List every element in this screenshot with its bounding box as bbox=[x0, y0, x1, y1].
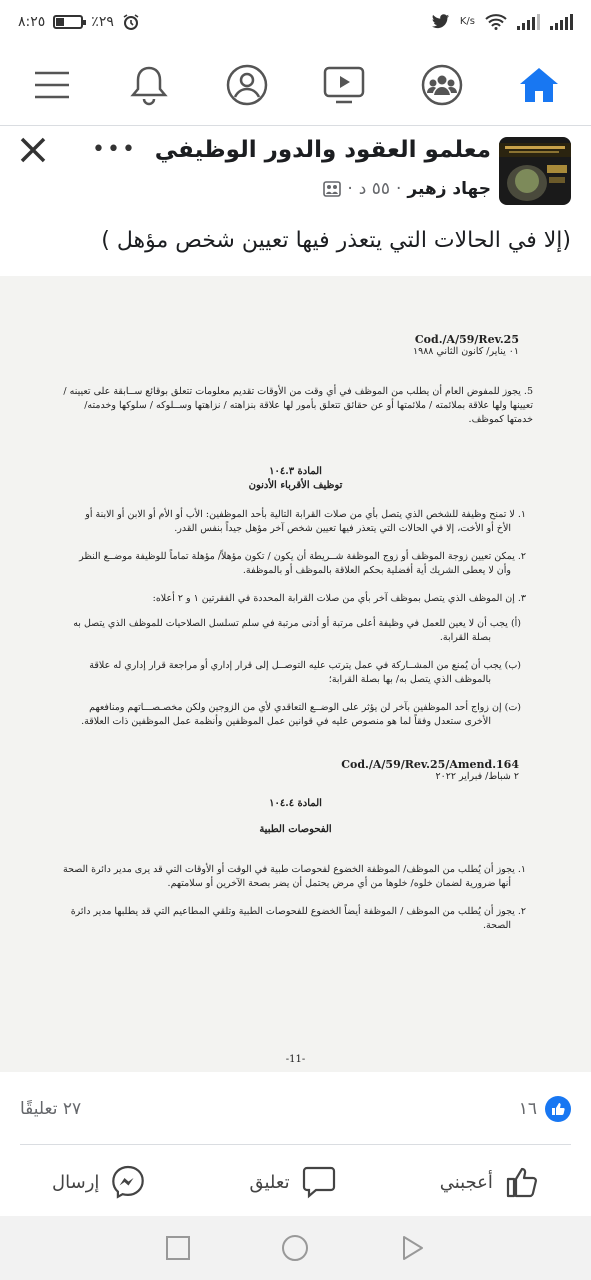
likes-count: ١٦ bbox=[518, 1099, 537, 1119]
android-nav-bar bbox=[0, 1216, 591, 1280]
doc-a1-p2-line2: وأن لا يعطى الشريك أية أفضلية بحكم العلاقة بالموظف أو بالموظفة. bbox=[242, 565, 511, 576]
notifications-icon[interactable] bbox=[125, 61, 173, 109]
doc-article1-title: توظيف الأقرباء الأدنون bbox=[248, 480, 343, 491]
status-left bbox=[18, 13, 140, 31]
home-icon[interactable] bbox=[515, 61, 563, 109]
alarm-icon bbox=[122, 13, 140, 31]
doc-para5-line2: تعيينها ولها علاقة بملائمته / ملائمتها أو عن حقائق تتعلق بأمور لها علاقة بنزاهته / نزاهتها وســلوكه / سلوكها وخدمته/ bbox=[84, 400, 533, 411]
document-image[interactable] bbox=[0, 276, 591, 1072]
doc-a1-pa-line2: بصلة القرابة. bbox=[439, 632, 491, 643]
comment-label: تعليق bbox=[249, 1171, 290, 1193]
status-right bbox=[432, 14, 573, 30]
comment-icon bbox=[302, 1165, 336, 1199]
group-name[interactable]: معلمو العقود والدور الوظيفي bbox=[154, 137, 491, 163]
home-nav-icon[interactable] bbox=[281, 1234, 309, 1262]
doc-para5-line3: خدمتها كموظف. bbox=[468, 414, 533, 425]
groups-icon[interactable] bbox=[418, 61, 466, 109]
comment-button[interactable] bbox=[249, 1165, 335, 1199]
divider bbox=[20, 1144, 571, 1145]
signal-icon bbox=[517, 14, 540, 30]
group-avatar[interactable] bbox=[499, 137, 571, 205]
status-bar bbox=[0, 0, 591, 44]
likes-summary[interactable] bbox=[519, 1096, 571, 1122]
doc-a2-p2-line2: الصحة. bbox=[482, 920, 511, 931]
doc-a1-p3: ٣. إن الموظف الذي يتصل بموظف آخر بأي من صلات القرابة المحددة في الفقرتين ١ و ٢ أعلاه: bbox=[152, 593, 526, 604]
author-name[interactable]: جهاد زهير bbox=[407, 179, 491, 199]
recents-icon[interactable] bbox=[165, 1235, 191, 1261]
reactions-summary bbox=[0, 1086, 591, 1132]
post-actions bbox=[0, 1150, 591, 1214]
top-nav-bar bbox=[0, 44, 591, 126]
post-meta bbox=[323, 179, 491, 199]
doc-a1-pb-line2: بالموظف الذي يتصل به/ بها بصلة القرابة؛ bbox=[328, 674, 491, 685]
doc-article2-title: الفحوصات الطبية bbox=[259, 824, 332, 835]
doc-a1-pb-line1: (ب) يجب أن يُمنع من المشــاركة في عمل يترتب عليه التوصــل إلى قرار إداري أو مراجعة قرار إداري له علاقة bbox=[89, 660, 521, 671]
doc-a2-p1-line1: ١. يجوز أن يُطلب من الموظف/ الموظفة الخضوع لفحوصات طبية في الوقت أو الأوقات التي قد يرى مدير دائرة الصحة bbox=[63, 864, 526, 875]
clock: ٨:٢٥ bbox=[18, 14, 46, 30]
like-label: أعجبني bbox=[439, 1171, 493, 1193]
speed-indicator: K/s bbox=[459, 16, 475, 27]
doc-article1-number: المادة ١٠٤.٣ bbox=[269, 466, 322, 477]
back-icon[interactable] bbox=[400, 1235, 426, 1261]
group-privacy-icon bbox=[323, 181, 341, 197]
doc-code-1: Cod./A/59/Rev.25 bbox=[414, 333, 519, 346]
comments-count[interactable]: ٢٧ تعليقًا bbox=[20, 1099, 82, 1119]
doc-date-2: ٢ شباط/ فبراير ٢٠٢٢ bbox=[435, 771, 519, 782]
post-text: (إلا في الحالات التي يتعذر فيها تعيين شخص مؤهل ) bbox=[101, 228, 571, 253]
doc-a2-p1-line2: أنها ضرورية لضمان خلوه/ خلوها من أي مرض يحتمل أن يضر بصحة الآخرين أو سلامتهم. bbox=[167, 878, 511, 889]
post-time[interactable]: ٥٥ د bbox=[358, 179, 390, 199]
more-options-button[interactable]: ••• bbox=[92, 137, 137, 162]
doc-a1-p1-line2: الأخ أو الأخت، إلا في الحالات التي يتعذر فيها تعيين شخص آخر مؤهل جيداً بنفس القدر. bbox=[174, 523, 511, 534]
doc-article2-number: المادة ١٠٤.٤ bbox=[269, 798, 322, 809]
send-button[interactable] bbox=[52, 1165, 145, 1199]
doc-a1-p1-line1: ١. لا تمنح وظيفة للشخص الذي يتصل بأي من صلات القرابة التالية بأحد الموظفين: الأب أو الأم أو الابن أو الابنة أو bbox=[85, 509, 526, 520]
doc-page-number: -11- bbox=[285, 1054, 306, 1065]
like-button[interactable] bbox=[440, 1165, 539, 1199]
separator: · bbox=[396, 179, 402, 199]
thumbs-up-icon bbox=[505, 1165, 539, 1199]
battery-level bbox=[56, 18, 64, 26]
messenger-icon bbox=[111, 1165, 145, 1199]
doc-a1-pa-line1: (أ) يجب أن لا يعين للعمل في وظيفة أعلى مرتبة أو أدنى مرتبة في سلم تسلسل الصلاحيات للموظف الذي يتصل به bbox=[73, 618, 521, 629]
wifi-icon bbox=[485, 14, 507, 30]
like-reaction-icon bbox=[545, 1096, 571, 1122]
doc-para5-line1: 5. يجوز للمفوض العام أن يطلب من الموظف في أي وقت من الأوقات تقديم معلومات تتعلق بوقائع ســابقة على تعيينه / bbox=[63, 386, 533, 397]
send-label: إرسال bbox=[52, 1171, 100, 1193]
signal-icon-2 bbox=[550, 14, 573, 30]
profile-icon[interactable] bbox=[223, 61, 271, 109]
doc-code-2: Cod./A/59/Rev.25/Amend.164 bbox=[341, 758, 519, 771]
battery-percent: ٪٢٩ bbox=[91, 14, 114, 30]
battery-icon bbox=[53, 15, 83, 29]
doc-a2-p2-line1: ٢. يجوز أن يُطلب من الموظف / الموظفة أيضاً الخضوع للفحوصات الطبية وتلقي المطاعيم التي قد يطلبها مدير دائرة bbox=[70, 906, 526, 917]
doc-a1-p2-line1: ٢. يمكن تعيين زوجة الموظف أو زوج الموظفة شــريطة أن يكون / تكون مؤهلاً/ مؤهلة تماماً للوظيفة موضــع النظر bbox=[79, 551, 526, 562]
doc-a1-pc-line1: (ت) إن زواج أحد الموظفين بآخر لن يؤثر على الوضــع التعاقدي لأي من الزوجين ولكن مخصـصـــاتهم ومنافعهم bbox=[89, 702, 521, 713]
twitter-icon bbox=[432, 14, 450, 30]
close-icon bbox=[18, 135, 48, 165]
close-button[interactable] bbox=[18, 135, 48, 165]
watch-icon[interactable] bbox=[320, 61, 368, 109]
menu-icon[interactable] bbox=[28, 61, 76, 109]
doc-date-1: ٠١ يناير/ كانون الثاني ١٩٨٨ bbox=[412, 346, 519, 357]
post-header bbox=[0, 127, 591, 223]
separator: · bbox=[347, 179, 353, 199]
doc-a1-pc-line2: الأخرى ستعدل وفقاً لما هو منصوص عليه في قوانين عمل الموظفين وأنظمة عمل الموظفين ذات العلاقة. bbox=[81, 716, 491, 727]
